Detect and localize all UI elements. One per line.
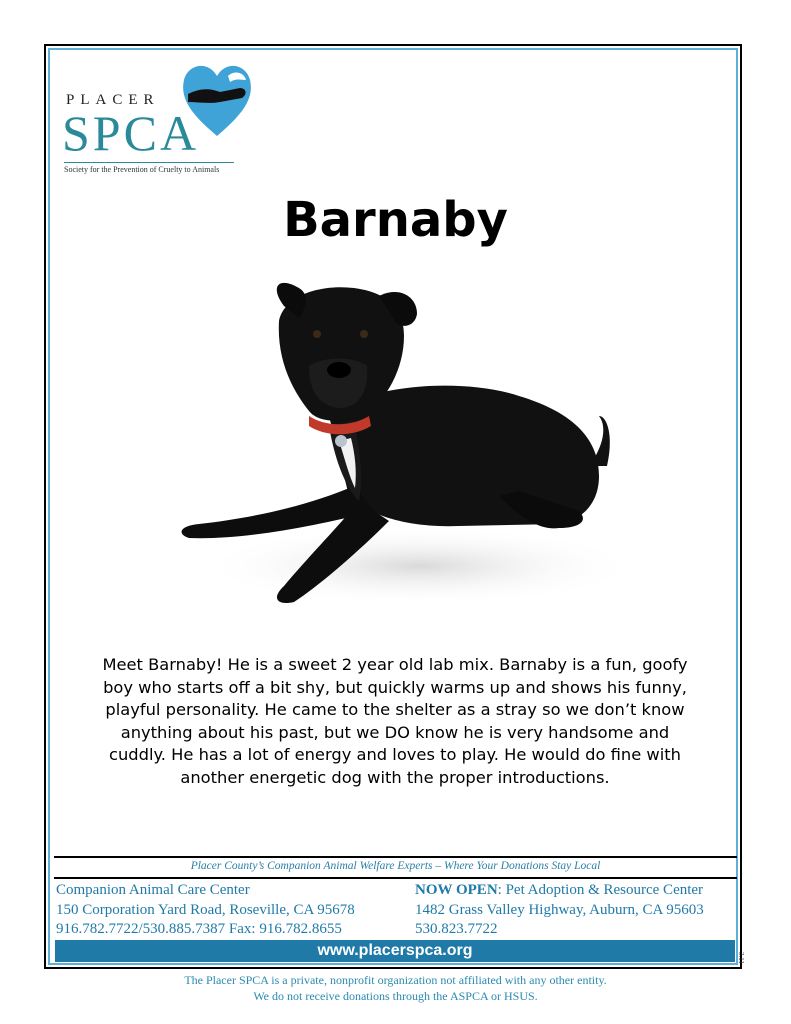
footer-line: The Placer SPCA is a private, nonprofit organization not affiliated with any other entity. (184, 973, 607, 987)
contact-rule-top (54, 856, 737, 858)
bio-line: playful personality. He came to the shelter as a stray so we don’t know (105, 700, 685, 720)
logo-spca-text: SPCA (62, 105, 200, 161)
logo-divider (64, 162, 234, 163)
bio-line: another energetic dog with the proper introductions. (180, 767, 610, 787)
pet-bio (78, 654, 712, 790)
care-center-contact (56, 881, 355, 940)
website-link[interactable]: www.placerspca.org (55, 940, 735, 962)
side-code: 3.11 (737, 952, 745, 964)
contact-rule-bottom (54, 877, 737, 879)
placer-spca-logo (62, 58, 262, 178)
adoption-center-name-rest: : Pet Adoption & Resource Center (497, 882, 704, 898)
contact-tagline: Placer County’s Companion Animal Welfare Experts – Where Your Donations Stay Local (190, 860, 601, 872)
care-center-name: Companion Animal Care Center (56, 882, 250, 898)
adoption-center-contact (415, 881, 704, 940)
bio-line: anything about his past, but we DO know he is very handsome and (120, 722, 670, 742)
logo-placer-text: PLACER (66, 92, 160, 108)
bio-line: Meet Barnaby! He is a sweet 2 year old lab mix. Barnaby is a fun, goofy (102, 655, 688, 674)
pet-name-title: Barnaby (283, 192, 508, 248)
footer-line: We do not receive donations through the ASPCA or HSUS. (253, 989, 538, 1003)
dog-photo (159, 266, 635, 620)
care-center-address: 150 Corporation Yard Road, Roseville, CA 95678 (56, 901, 355, 918)
adoption-center-phone: 530.823.7722 (415, 921, 498, 937)
adoption-center-name (415, 881, 704, 901)
now-open-label: NOW OPEN (415, 882, 498, 898)
black-lab-mix-dog-photo-icon (159, 266, 635, 620)
logo-subtitle: Society for the Prevention of Cruelty to Animals (64, 165, 220, 174)
care-center-phones: 916.782.7722/530.885.7387 Fax: 916.782.8655 (56, 921, 342, 937)
footer-disclaimer (0, 972, 791, 1004)
bio-line: boy who starts off a bit shy, but quickly warms up and shows his funny, (103, 677, 687, 697)
bio-line: cuddly. He has a lot of energy and loves to play. He would do fine with (109, 745, 681, 765)
adoption-center-address: 1482 Grass Valley Highway, Auburn, CA 95603 (415, 901, 704, 918)
